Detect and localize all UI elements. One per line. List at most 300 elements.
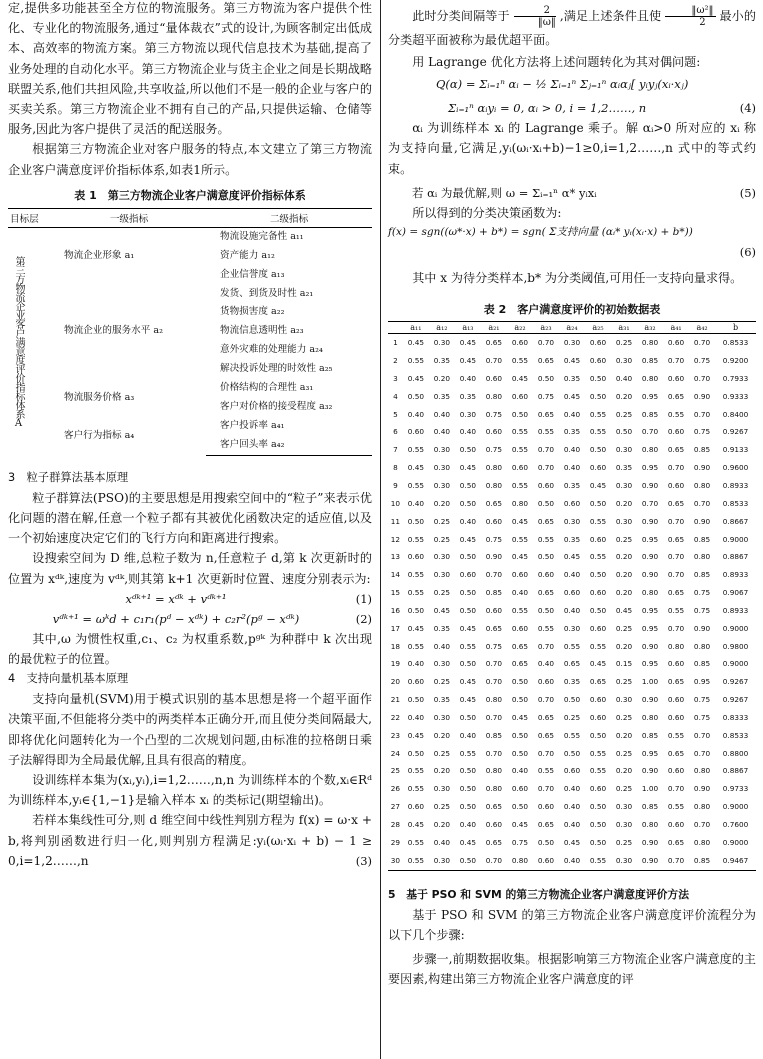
table2-cell: 0.70 <box>693 409 711 419</box>
table1-level1-cell: 客户行为指标 a₄ <box>64 429 135 441</box>
table2-cell: 0.60 <box>563 588 581 598</box>
table2-cell: 0.75 <box>693 588 711 598</box>
table2-cell: 0.20 <box>615 766 633 776</box>
table2-row <box>388 388 756 406</box>
table2-cell: 0.45 <box>459 338 477 348</box>
table2-cell: 0.25 <box>615 712 633 722</box>
table1-level2-cell: 发货、到货及时性 a₂₁ <box>220 287 314 299</box>
table2-row <box>388 602 756 620</box>
table2-cell: 0.50 <box>455 852 481 870</box>
table2-cell: 0.25 <box>615 338 633 348</box>
section5-paragraph-1: 基于 PSO 和 SVM 的第三方物流企业客户满意度评价流程分为以下几个步骤: <box>388 907 756 942</box>
table2-cell: 1.00 <box>641 677 659 687</box>
table2-cell: 0.45 <box>563 837 581 847</box>
table2-cell: 0.45 <box>563 356 581 366</box>
table2-row <box>388 531 756 549</box>
table1-level2-cell: 货物损害度 a₂₂ <box>220 306 285 318</box>
table2-cell: 0.95 <box>641 463 659 473</box>
table2-cell: 0.55 <box>511 480 529 490</box>
table2-cell: 0.60 <box>667 427 685 437</box>
table2-cell: 0.65 <box>485 338 503 348</box>
table2-cell: 0.25 <box>615 837 633 847</box>
section4-paragraph-1: 支持向量机(SVM)用于模式识别的基本思想是将一个超平面作决策平面,不但能将分类中的两类样本正确分开,而且使分类间隔最大,即将优化问题转化为一个凸型的二次规划问题,由标准的拉格朗日乘子法解得即为全局最优解,且具有很高的精度。 <box>8 692 372 767</box>
table2-cell: 0.65 <box>537 730 555 740</box>
table2-cell: 0.50 <box>511 802 529 812</box>
section4-paragraph-2: 设训练样本集为(xᵢ,yᵢ),i=1,2……,n,n 为训练样本的个数,xᵢ∈Rᵈ 为训练样本,yᵢ∈{1,−1}是输入样本 xᵢ 的类标记(期望输出)。 <box>8 772 372 808</box>
table1-level2-cell: 资产能力 a₁₂ <box>220 249 275 261</box>
table2-cell: 0.80 <box>641 820 659 829</box>
table2-cell: 0.25 <box>615 784 633 794</box>
table2-row <box>388 780 756 798</box>
table2-cell: 0.20 <box>615 552 633 562</box>
table1-level2-cell: 价格结构的合理性 a₃₁ <box>220 382 314 394</box>
table2-cell: 0.65 <box>537 356 555 366</box>
table2-cell: 0.45 <box>511 712 529 722</box>
table2-cell: 0.55 <box>459 641 477 651</box>
table2-cell: 0.85 <box>693 445 711 455</box>
table2-cell: 0.80 <box>485 695 503 705</box>
objective-fraction <box>665 5 715 28</box>
table2-cell: 0.95 <box>641 659 659 669</box>
table2-cell: 0.75 <box>693 427 711 437</box>
table2-cell: 23 <box>390 730 401 740</box>
table2-cell: 0.8800 <box>722 748 749 758</box>
table2-cell: 0.60 <box>485 605 503 615</box>
table2-cell: 0.8867 <box>722 552 749 562</box>
table2-cell: 0.8533 <box>722 730 749 740</box>
table2-cell: 0.60 <box>667 338 685 348</box>
alpha-paragraph: αᵢ 为训练样本 xᵢ 的 Lagrange 乘子。解 αᵢ>0 所对应的 xᵢ 称为支持向量,它满足,yᵢ(ωᵢ·xᵢ+b)−1≥0,i=1,2……,n 式中的等式约束。 <box>388 121 756 176</box>
table2-cell: 0.70 <box>667 463 685 473</box>
table2-cell: 0.85 <box>693 570 711 580</box>
table2-cell: 0.8400 <box>722 409 749 419</box>
table2-cell: 0.30 <box>433 659 451 669</box>
table2-cell: 0.60 <box>563 498 581 508</box>
table2-cell: 0.8533 <box>722 498 749 508</box>
table2-cell: 0.40 <box>563 445 581 455</box>
table2-row <box>388 548 756 566</box>
table2-cell: 0.40 <box>563 409 581 419</box>
margin-text-b: ,满足上述条件且使 <box>559 9 662 23</box>
table2-cell: 0.90 <box>641 837 659 847</box>
table2-cell: 0.70 <box>485 748 503 758</box>
table2-cell: 0.60 <box>537 802 555 812</box>
table2-cell: 0.70 <box>485 659 503 669</box>
table2-cell: 0.20 <box>433 498 451 508</box>
table1-row <box>8 285 372 304</box>
table2-row <box>388 441 756 459</box>
table2-cell: 0.85 <box>485 588 503 598</box>
table2-cell: 1 <box>393 338 398 348</box>
table2-cell: 0.30 <box>459 409 477 419</box>
table2-cell: 0.65 <box>485 498 503 508</box>
table2-row <box>388 816 756 834</box>
table2-cell: 0.65 <box>667 837 685 847</box>
table2-cell: 0.55 <box>667 730 685 740</box>
table2-cell: 0.7933 <box>722 373 749 383</box>
table2-cell: 0.55 <box>407 588 424 598</box>
table2-cell: 0.90 <box>641 480 659 490</box>
table2-cell: 0.40 <box>407 498 424 508</box>
table2-cell: 0.60 <box>511 391 529 401</box>
table2-cell: 0.55 <box>407 480 424 490</box>
table2-cell: 0.60 <box>537 677 555 687</box>
table2-cell: 0.50 <box>459 552 477 562</box>
table2-cell: 0.20 <box>433 373 451 383</box>
equation-6: f(x) = sgn((ω*·x) + b*) = sgn( Σ支持向量 (αᵢ* yᵢ(xᵢ·x) + b*)) <box>388 226 693 239</box>
table2-cell: 0.70 <box>537 748 555 758</box>
table2-cell: 0.55 <box>667 802 685 812</box>
equation-1-body: xᵈᵏ⁺¹ = xᵈᵏ + vᵈᵏ⁺¹ <box>125 591 227 606</box>
table1-row <box>8 417 372 436</box>
table2-cell: 30 <box>388 852 403 870</box>
table2-row <box>388 370 756 388</box>
table2-cell: 0.75 <box>511 837 529 847</box>
table2-cell: 0.60 <box>407 427 424 437</box>
table2-cell: 0.50 <box>459 480 477 490</box>
equation-6-row <box>388 242 756 262</box>
equation-5 <box>388 183 756 203</box>
table2-cell: 0.80 <box>693 480 711 490</box>
table2-cell: 0.45 <box>615 605 633 615</box>
table2-cell: 0.75 <box>485 409 503 419</box>
equation-1-number: (1) <box>355 591 372 606</box>
table2-row <box>388 745 756 763</box>
table2-row <box>388 638 756 656</box>
table2-cell: 0.70 <box>641 498 659 508</box>
table2-cell: 0.85 <box>641 409 659 419</box>
table2-cell: 0.45 <box>511 373 529 383</box>
table2-cell: 0.55 <box>589 427 607 437</box>
table2-cell: 0.80 <box>641 338 659 348</box>
table2-cell: 0.50 <box>563 748 581 758</box>
where-paragraph: 其中 x 为待分类样本,b* 为分类阈值,可用任一支持向量求得。 <box>412 271 743 286</box>
table2-cell: 0.45 <box>407 373 424 383</box>
table2-cell: 0.60 <box>667 695 685 705</box>
table2-cell: 0.40 <box>563 463 581 473</box>
table2-header-cell: a₁₃ <box>455 322 481 334</box>
table2-row <box>388 352 756 370</box>
table2-cell: 0.55 <box>537 427 555 437</box>
table2-cell: 0.55 <box>589 748 607 758</box>
table2-cell: 0.70 <box>693 820 711 829</box>
table2-cell: 0.40 <box>459 516 477 526</box>
table2-cell: 26 <box>390 784 401 794</box>
table2-cell: 0.45 <box>511 552 529 562</box>
table2-cell: 0.55 <box>511 534 529 544</box>
table2-cell: 0.60 <box>511 570 529 580</box>
table2-cell: 0.25 <box>615 534 633 544</box>
table1-level2-cell: 物流信息透明性 a₂₃ <box>220 325 304 337</box>
equation-4-number: (4) <box>739 101 756 116</box>
table2-cell: 0.50 <box>459 766 477 776</box>
table2-cell: 0.60 <box>589 534 607 544</box>
table2-cell: 0.95 <box>641 748 659 758</box>
table2-cell: 0.55 <box>537 534 555 544</box>
table2-cell: 0.70 <box>481 852 507 870</box>
section4-title: 4 支持向量机基本原理 <box>8 672 129 686</box>
table2-header-cell: a₂₁ <box>481 322 507 334</box>
table2-cell: 0.55 <box>667 605 685 615</box>
table2-cell: 8 <box>393 463 398 473</box>
table2-cell: 0.70 <box>667 570 685 580</box>
table2-cell: 0.8333 <box>722 712 749 722</box>
table2-cell: 0.30 <box>615 480 633 490</box>
table2-cell: 0.90 <box>693 516 711 526</box>
table2-cell: 0.65 <box>537 409 555 419</box>
table2-cell: 0.45 <box>459 677 477 687</box>
table2-cell: 0.65 <box>667 445 685 455</box>
table2-cell: 0.55 <box>589 641 607 651</box>
table2-cell: 0.70 <box>537 641 555 651</box>
table2-cell: 0.70 <box>693 730 711 740</box>
table2-cell: 0.8533 <box>722 338 749 348</box>
table1-level2-cell: 解决投诉处理的时效性 a₂₅ <box>220 363 333 375</box>
table2-cell: 0.60 <box>589 784 607 794</box>
table2-cell: 0.65 <box>667 534 685 544</box>
table2-cell: 0.80 <box>485 784 503 794</box>
table2-cell: 0.80 <box>641 373 659 383</box>
table2-cell: 0.65 <box>511 659 529 669</box>
table2-row <box>388 655 756 673</box>
table2-cell: 0.55 <box>585 852 611 870</box>
table2-cell: 0.65 <box>485 802 503 812</box>
table2-cell: 0.95 <box>641 623 659 633</box>
equation-2-number: (2) <box>355 611 372 626</box>
table2-cell: 0.55 <box>511 427 529 437</box>
table2-cell: 0.20 <box>615 730 633 740</box>
table2-row <box>388 584 756 602</box>
decision-function-intro: 所以得到的分类决策函数为: <box>412 205 562 220</box>
table2-cell: 0.50 <box>459 588 477 598</box>
table2-cell: 0.40 <box>459 373 477 383</box>
table2-row <box>388 477 756 495</box>
table2-cell: 0.70 <box>537 784 555 794</box>
table2-cell: 0.60 <box>511 338 529 348</box>
table2-cell: 0.85 <box>641 356 659 366</box>
table2-header-cell: a₂₄ <box>559 322 585 334</box>
table2-cell: 14 <box>390 570 401 580</box>
table2-cell: 24 <box>390 748 401 758</box>
table2-cell: 0.25 <box>615 623 633 633</box>
table2-cell: 0.55 <box>537 623 555 633</box>
table2-cell: 6 <box>393 427 398 437</box>
table2-row <box>388 798 756 816</box>
table2-cell: 0.50 <box>589 498 607 508</box>
table2-cell: 0.75 <box>485 445 503 455</box>
table2-cell: 0.95 <box>641 391 659 401</box>
table1-level1-cell: 物流企业的服务水平 a₂ <box>64 325 163 337</box>
table2-row <box>388 406 756 424</box>
table2-header-cell: a₃₂ <box>637 322 663 334</box>
table2-cell: 19 <box>390 659 401 669</box>
table2-cell: 0.50 <box>589 445 607 455</box>
table2-cell: 0.9000 <box>722 623 749 633</box>
table2-cell: 0.70 <box>537 338 555 348</box>
table2-cell: 0.95 <box>641 534 659 544</box>
table2-cell: 0.70 <box>667 552 685 562</box>
table2-cell: 0.95 <box>641 605 659 615</box>
table2-cell: 0.20 <box>615 570 633 580</box>
table2-cell: 0.55 <box>407 534 424 544</box>
table2-cell: 3 <box>393 373 398 383</box>
table2-cell: 0.40 <box>563 605 581 615</box>
equation-1 <box>8 589 372 609</box>
table2-cell: 0.50 <box>537 552 555 562</box>
table2-cell: 0.30 <box>433 463 451 473</box>
table2-cell: 0.30 <box>563 516 581 526</box>
table2-cell: 0.35 <box>563 677 581 687</box>
table2-cell: 0.25 <box>563 712 581 722</box>
table2-cell: 0.35 <box>563 534 581 544</box>
table2-cell: 0.70 <box>667 784 685 794</box>
table2-cell: 0.60 <box>589 712 607 722</box>
table2-row <box>388 423 756 441</box>
table2-cell: 0.45 <box>459 356 477 366</box>
table2-cell: 0.55 <box>589 516 607 526</box>
table2-cell: 0.70 <box>693 338 711 348</box>
table2-cell: 0.25 <box>433 677 451 687</box>
table2-cell: 0.40 <box>459 820 477 829</box>
section3-paragraph-2: 设搜索空间为 D 维,总粒子数为 n,任意粒子 d,第 k 次更新时的位置为 xᵈᵏ,速度为 vᵈᵏ,则其第 k+1 次更新时位置、速度分别表示为: <box>8 551 372 586</box>
table2-header-cell: b <box>715 322 756 334</box>
table2-cell: 0.70 <box>537 445 555 455</box>
table2-cell: 0.80 <box>667 641 685 651</box>
table2-cell: 0.50 <box>511 695 529 705</box>
table2-cell: 0.45 <box>433 605 451 615</box>
table2-cell: 0.9000 <box>722 802 749 812</box>
table1-level2-cell: 意外灾难的处理能力 a₂₄ <box>220 344 323 356</box>
table2-cell: 0.60 <box>511 463 529 473</box>
table2-cell: 0.70 <box>485 356 503 366</box>
table2-cell: 0.55 <box>403 852 429 870</box>
table2-cell: 0.60 <box>667 480 685 490</box>
table2-cell: 0.60 <box>511 623 529 633</box>
table2-cell: 0.9267 <box>722 677 749 687</box>
table2-cell: 0.70 <box>667 623 685 633</box>
table1 <box>8 208 372 456</box>
table2-cell: 0.9333 <box>722 391 749 401</box>
table2-cell: 0.8867 <box>722 766 749 776</box>
table2-cell: 9 <box>393 480 398 490</box>
table2-cell: 0.50 <box>459 498 477 508</box>
table2-cell: 0.55 <box>511 445 529 455</box>
table2-cell: 0.9067 <box>722 588 749 598</box>
table2-cell: 0.80 <box>693 641 711 651</box>
table2-cell: 0.85 <box>693 659 711 669</box>
column-separator <box>380 0 381 1059</box>
table2-cell: 0.35 <box>433 356 451 366</box>
table2-cell: 0.9600 <box>722 463 749 473</box>
table2-cell: 0.55 <box>459 748 477 758</box>
table2-cell: 0.50 <box>589 820 607 829</box>
table2-cell: 0.45 <box>511 820 529 829</box>
table2-cell: 0.90 <box>693 391 711 401</box>
table2-cell: 0.25 <box>433 748 451 758</box>
table2-cell: 0.7600 <box>722 820 749 829</box>
margin-fraction <box>514 5 556 28</box>
table1-level2-cell: 物流设施完备性 a₁₁ <box>220 230 304 242</box>
table2-cell: 0.30 <box>433 570 451 580</box>
table2-cell: 0.70 <box>667 356 685 366</box>
table2-cell: 0.35 <box>563 373 581 383</box>
table2-cell: 0.45 <box>407 820 424 829</box>
table2-cell: 0.20 <box>433 766 451 776</box>
table2-cell: 0.70 <box>693 748 711 758</box>
table2-cell: 0.60 <box>407 802 424 812</box>
table1-row <box>8 379 372 398</box>
margin-fraction-denominator: ‖ω‖ <box>537 17 556 28</box>
table2-cell: 0.50 <box>407 516 424 526</box>
table2-cell: 0.45 <box>459 623 477 633</box>
table2-cell: 0.55 <box>589 409 607 419</box>
section3-title: 3 粒子群算法基本原理 <box>8 470 129 484</box>
table2-cell: 0.40 <box>433 837 451 847</box>
table2-cell: 0.65 <box>589 677 607 687</box>
right-column <box>388 0 756 989</box>
table2-cell: 0.60 <box>407 552 424 562</box>
table2-cell: 0.75 <box>485 534 503 544</box>
table2-cell: 0.30 <box>433 552 451 562</box>
table2-cell: 0.75 <box>693 605 711 615</box>
table2-cell: 29 <box>390 837 401 847</box>
table2-cell: 0.9267 <box>722 427 749 437</box>
table2-cell: 0.45 <box>459 837 477 847</box>
table2-cell: 0.55 <box>589 552 607 562</box>
table2-cell: 15 <box>390 588 401 598</box>
table2-cell: 0.50 <box>589 373 607 383</box>
table2-cell: 0.40 <box>537 659 555 669</box>
table2-cell: 0.50 <box>511 677 529 687</box>
table2-cell: 0.80 <box>693 802 711 812</box>
table1-level2-cell: 客户回头率 a₄₂ <box>206 436 372 455</box>
table2-caption: 表 2 客户满意度评价的初始数据表 <box>483 303 661 317</box>
table2-cell: 0.55 <box>511 605 529 615</box>
table2-cell: 0.90 <box>641 766 659 776</box>
table2-cell: 0.80 <box>485 463 503 473</box>
table2-cell: 0.30 <box>615 802 633 812</box>
table2-cell: 0.50 <box>589 730 607 740</box>
margin-paragraph <box>388 4 756 52</box>
table1-header-level2: 二级指标 <box>206 208 372 227</box>
table1-level1-cell: 物流服务价格 a₃ <box>64 391 135 403</box>
table2-cell: 0.60 <box>511 784 529 794</box>
table2-cell: 0.45 <box>563 552 581 562</box>
table1-level2-cell: 客户投诉率 a₄₁ <box>220 419 285 431</box>
table2-cell: 0.50 <box>589 802 607 812</box>
intro-paragraph-1: 定,提供多功能甚至全方位的物流服务。第三方物流为客户提供个性化、专业化的物流服务,通过“量体裁衣”式的设计,为顾客制定出低成本、高效率的物流方案。第三方物流以现代信息技术为基础,提高了业务处理的自动化水平。第三方物流企业与货主企业之间是长期战略联盟关系,他们共担风险,共享收益,所以他们不是一般的企业与客户的买卖关系。第三方物流企业不拥有自己的产品,只提供运输、仓储等服务,因此为客户提供了灵活的配送服务。 <box>8 1 372 137</box>
table2-cell: 0.65 <box>667 748 685 758</box>
table2-cell: 0.9800 <box>722 641 749 651</box>
equation-4 <box>388 98 756 118</box>
table2-cell: 0.90 <box>637 852 663 870</box>
table2-cell: 0.35 <box>433 391 451 401</box>
table2-cell: 0.55 <box>407 641 424 651</box>
table2-cell: 0.50 <box>589 605 607 615</box>
table2-cell: 0.85 <box>641 730 659 740</box>
table2-cell: 0.65 <box>667 588 685 598</box>
table2-cell: 0.55 <box>563 641 581 651</box>
table2-cell: 0.60 <box>667 712 685 722</box>
table2-row <box>388 495 756 513</box>
table2-cell: 0.40 <box>563 784 581 794</box>
table2-cell: 0.60 <box>407 677 424 687</box>
table2-cell: 0.55 <box>407 837 424 847</box>
table2-cell: 0.30 <box>433 712 451 722</box>
table2-header-cell: a₃₁ <box>611 322 637 334</box>
table2-cell: 0.75 <box>693 356 711 366</box>
left-column <box>8 0 372 871</box>
